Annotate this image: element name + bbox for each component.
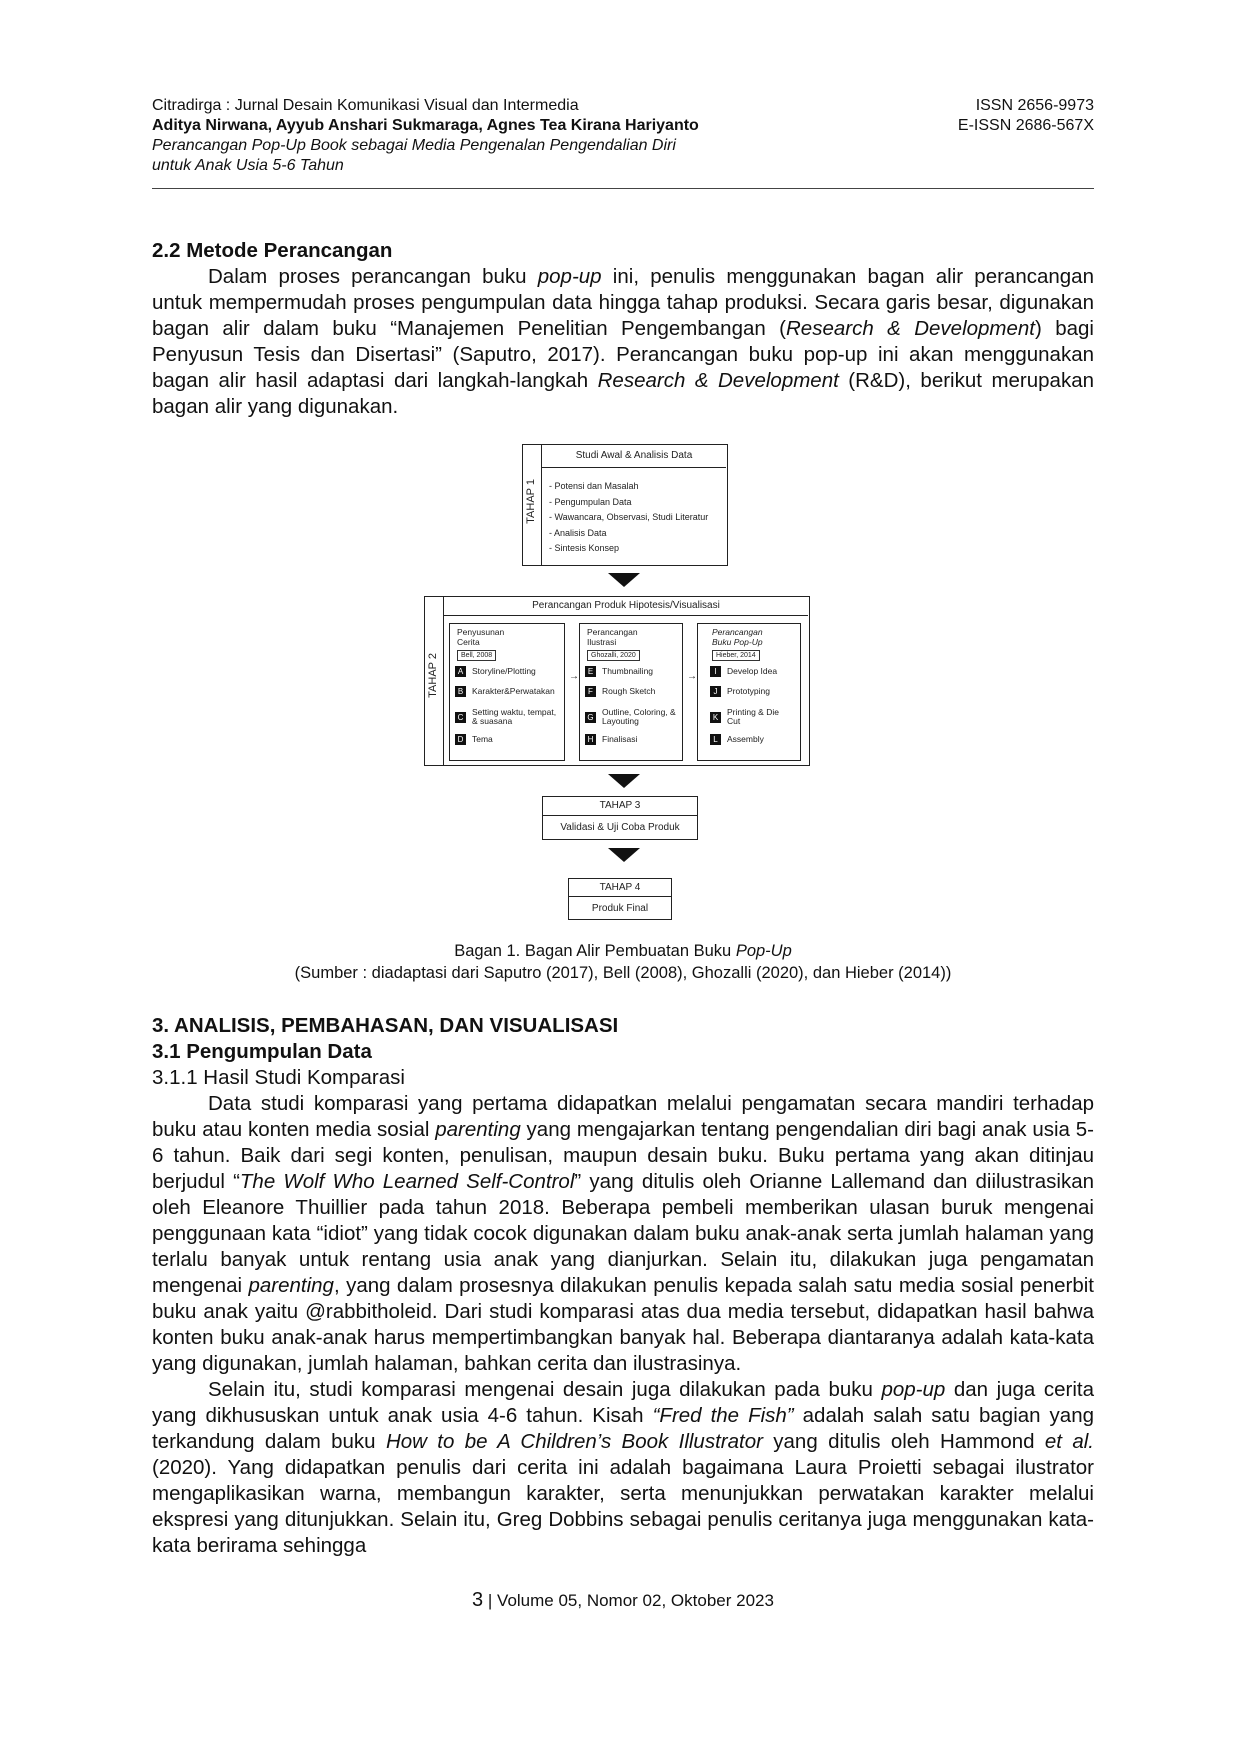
step-a: A Storyline/Plotting [455,666,536,677]
step-l: L Assembly [710,734,764,745]
column-penyusunan-cerita [449,623,565,761]
tahap4-box [568,878,672,920]
step-d: D Tema [455,734,493,745]
section-heading: 3. ANALISIS, PEMBAHASAN, DAN VISUALISASI [152,1014,619,1037]
caption-source: (Sumber : diadaptasi dari Saputro (2017), Bell (2008), Ghozalli (2020), dan Hieber (2014)) [294,964,952,982]
paragraph: Data studi komparasi yang pertama didapatkan melalui pengamatan secara mandiri terhadap buku atau konten media sosial parenting yang mengajarkan tentang pengendalian diri bagi anak usia 5-6 tahun. Baik dari segi konten, penulisan, maupun desain buku. Buku pertama yang akan ditinjau berjudul “The Wolf Who Learned Self-Control” yang ditulis oleh Orianne Lallemand dan diilustrasikan oleh Eleanore Thuillier pada tahun 2018. Beberapa pembeli memberikan ulasan buruk mengenai penggunaan kata “idiot” yang tidak cocok digunakan dalam buku anak-anak serta jumlah halaman yang terlalu banyak untuk rentang usia anak yang dianjurkan. Selain itu, dilakukan juga pengamatan mengenai parenting, yang dalam prosesnya dilakukan penulis kepada salah satu media sosial penerbit buku anak yaitu @rabbitholeid. Dari studi komparasi atas dua media tersebut, didapatkan hasil bahwa konten buku anak-anak harus mempertimbangkan banyak hal. Beberapa diantaranya adalah kata-kata yang digunakan, jumlah halaman, bahkan cerita dan ilustrasinya. [152,1092,1095,1375]
header-title-line1: Perancangan Pop-Up Book sebagai Media Pengenalan Pengendalian Diri [152,137,676,154]
step-g: G Outline, Coloring, & Layouting [585,708,679,726]
subsection-heading: 3.1 Pengumpulan Data [152,1040,372,1063]
flow-arrow-down [608,774,640,788]
flow-arrow-down [608,573,640,587]
flowchart-figure [420,444,820,928]
column-title: Cerita [457,637,480,647]
paragraph: Dalam proses perancangan buku pop-up ini, penulis menggunakan bagan alir perancangan untuk mempermudah proses pengumpulan data hingga tahap produksi. Secara garis besar, digunakan bagan alir dalam buku “Manajemen Penelitian Pengembangan (Research & Development) bagi Penyusun Tesis dan Disertasi” (Saputro, 2017). Perancangan buku pop-up ini akan menggunakan bagan alir hasil adaptasi dari langkah-langkah Research & Development (R&D), berikut merupakan bagan alir yang digunakan. [152,265,1094,418]
step-e: E Thumbnailing [585,666,653,677]
step-h: H Finalisasi [585,734,637,745]
tahap1-label: TAHAP 1 [525,479,537,524]
paragraph: Selain itu, studi komparasi mengenai desain juga dilakukan pada buku pop-up dan juga cerita yang dikhususkan untuk anak usia 4-6 tahun. Kisah “Fred the Fish” adalah salah satu bagian yang terkandung dalam buku How to be A Children’s Book Illustrator yang ditulis oleh Hammond et al. (2020). Yang didapatkan penulis dari cerita ini adalah bagaimana Laura Proietti sebagai ilustrator mengaplikasikan warna, membangun karakter, serta menunjukkan perwatakan karakter melalui ekspresi yang ditunjukkan. Selain itu, Greg Dobbins sebagai penulis ceritanya juga menggunakan kata-kata berirama sehingga [152,1378,1095,1557]
section-3 [152,1013,1094,1559]
page-number: 3 [472,1589,484,1611]
tahap1-box [522,444,728,566]
step-c: C Setting waktu, tempat, & suasana [455,708,559,726]
tahap1-title: Studi Awal & Analisis Data [542,445,726,468]
tahap1-item: - Analisis Data [549,527,607,538]
header-title-line2: untuk Anak Usia 5-6 Tahun [152,157,344,174]
tahap1-item: - Potensi dan Masalah [549,481,639,491]
step-i: I Develop Idea [710,666,777,677]
tahap1-item: - Pengumpulan Data [549,496,632,507]
tahap3-text: Validasi & Uji Coba Produk [560,822,680,833]
section-2-2 [152,238,1094,420]
tahap2-title: Perancangan Produk Hipotesis/Visualisasi [444,597,808,616]
column-title: Perancangan [712,627,763,637]
column-arrow-icon: → [687,671,697,682]
column-perancangan-popup [697,623,801,761]
step-b: B Karakter&Perwatakan [455,686,555,697]
footer-separator: | [487,1591,498,1610]
journal-name: Citradirga : Jurnal Desain Komunikasi Visual dan Intermedia [152,97,579,114]
page-footer [152,1589,1094,1612]
tahap4-label: TAHAP 4 [569,879,671,897]
tahap3-label: TAHAP 3 [543,797,697,816]
tahap3-box [542,796,698,840]
header-divider [152,188,1094,189]
issue-info: Volume 05, Nomor 02, Oktober 2023 [497,1591,774,1610]
issn: ISSN 2656-9973 [975,97,1094,114]
tahap4-text: Produk Final [591,903,649,914]
column-source: Hieber, 2014 [712,650,760,661]
eissn: E-ISSN 2686-567X [957,117,1094,134]
tahap1-item: - Wawancara, Observasi, Studi Literatur [549,512,709,522]
figure-caption [152,940,1094,984]
tahap2-label: TAHAP 2 [427,653,439,698]
step-f: F Rough Sketch [585,686,655,697]
tahap2-box [424,596,810,766]
column-arrow-icon: → [569,671,579,682]
tahap1-item: - Sintesis Konsep [549,543,620,553]
section-heading: 2.2 Metode Perancangan [152,239,393,262]
header-authors: Aditya Nirwana, Ayyub Anshari Sukmaraga, Agnes Tea Kirana Hariyanto [152,117,699,134]
column-title: Ilustrasi [587,637,617,647]
column-perancangan-ilustrasi [579,623,683,761]
caption-title: Bagan 1. Bagan Alir Pembuatan Buku Pop-Up [454,942,792,960]
column-title: Perancangan [587,627,638,637]
step-k: K Printing & Die Cut [710,708,780,726]
column-title: Buku Pop-Up [712,637,763,647]
column-source: Bell, 2008 [457,650,496,661]
subsubsection-heading: 3.1.1 Hasil Studi Komparasi [152,1066,405,1089]
column-source: Ghozalli, 2020 [587,650,640,661]
step-j: J Prototyping [710,686,770,697]
column-title: Penyusunan [457,627,505,637]
flow-arrow-down [608,848,640,862]
